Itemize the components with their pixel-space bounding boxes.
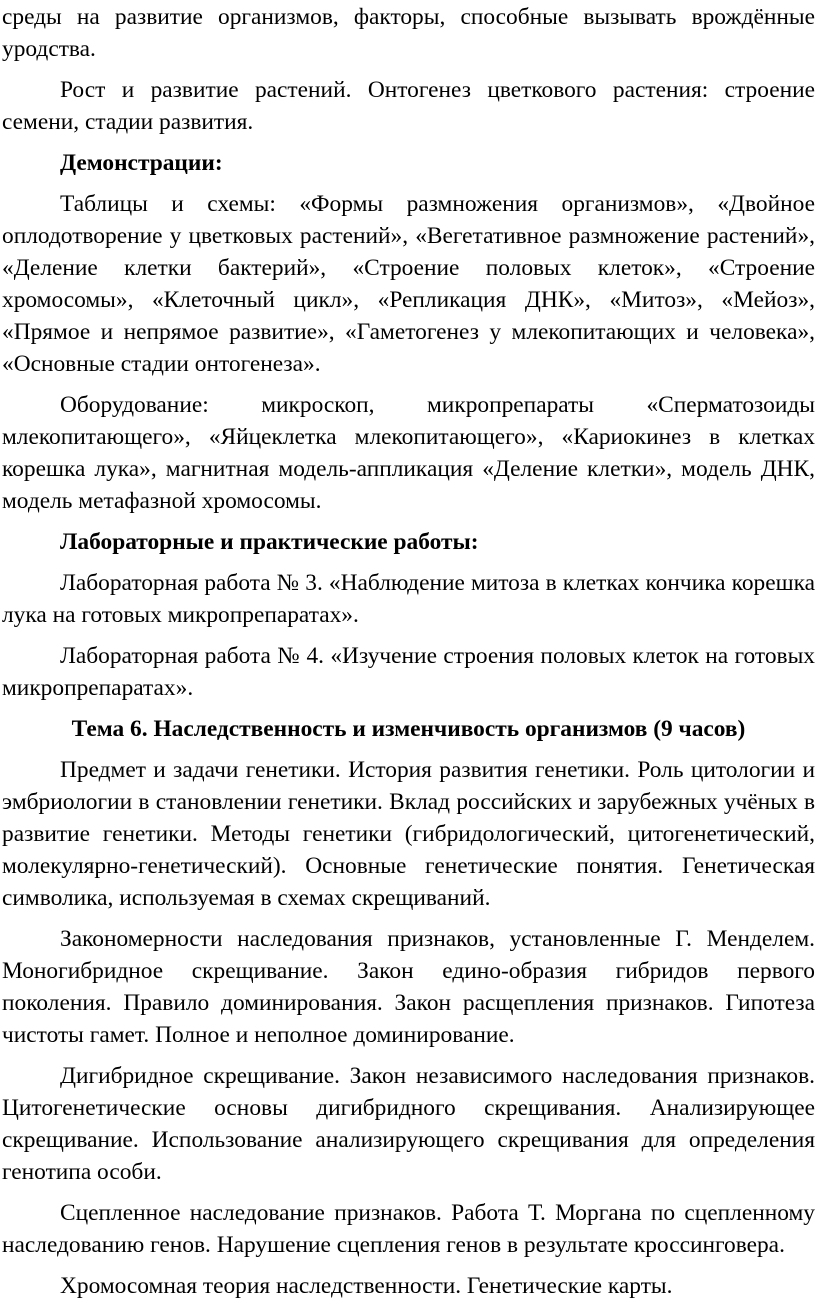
paragraph-dihybrid-cross: Дигибридное скрещивание. Закон независимого наследования признаков. Цитогенетические основы дигибридного скрещивания. Анализирующее скрещивание. Использование анализирующего скрещивания для определения генотипа особи. bbox=[2, 1063, 815, 1185]
heading-lab-works: Лабораторные и практические работы: bbox=[60, 529, 479, 555]
paragraph-linked-inheritance: Сцепленное наследование признаков. Работа Т. Моргана по сцепленному наследованию генов. Нарушение сцепления генов в результате кроссинговера. bbox=[2, 1200, 815, 1258]
paragraph-continuation: среды на развитие организмов, факторы, способные вызывать врождённые уродства. bbox=[2, 4, 815, 62]
heading-demonstrations: Демонстрации: bbox=[60, 150, 223, 176]
paragraph-lab-work-4: Лабораторная работа № 4. «Изучение строения половых клеток на готовых микропрепаратах». bbox=[2, 643, 815, 701]
paragraph-equipment: Оборудование: микроскоп, микропрепараты «Сперматозоиды млекопитающего», «Яйцеклетка млекопитающего», «Кариокинез в клетках корешка лука», магнитная модель-аппликация «Деление клетки», модель ДНК, модель метафазной хромосомы. bbox=[2, 392, 815, 514]
paragraph-lab-work-3: Лабораторная работа № 3. «Наблюдение митоза в клетках кончика корешка лука на готовых микропрепаратах». bbox=[2, 570, 815, 628]
paragraph-chromosome-theory: Хромосомная теория наследственности. Генетические карты. bbox=[60, 1273, 673, 1299]
paragraph-tables-schemes: Таблицы и схемы: «Формы размножения организмов», «Двойное оплодотворение у цветковых растений», «Вегетативное размножение растений», «Деление клетки бактерий», «Строение половых клеток», «Строение хромосомы», «Клеточный цикл», «Репликация ДНК», «Митоз», «Мейоз», «Прямое и непрямое развитие», «Гаметогенез у млекопитающих и человека», «Основные стадии онтогенеза». bbox=[2, 191, 815, 377]
heading-topic-6: Тема 6. Наследственность и изменчивость организмов (9 часов) bbox=[71, 716, 746, 742]
paragraph-mendel-laws: Закономерности наследования признаков, установленные Г. Менделем. Моногибридное скрещивание. Закон едино-образия гибридов первого поколения. Правило доминирования. Закон расщепления признаков. Гипотеза чистоты гамет. Полное и неполное доминирование. bbox=[2, 926, 815, 1048]
paragraph-plant-growth: Рост и развитие растений. Онтогенез цветкового растения: строение семени, стадии развития. bbox=[2, 77, 815, 135]
paragraph-genetics-intro: Предмет и задачи генетики. История развития генетики. Роль цитологии и эмбриологии в становлении генетики. Вклад российских и зарубежных учёных в развитие генетики. Методы генетики (гибридологический, цитогенетический, молекулярно-генетический). Основные генетические понятия. Генетическая символика, используемая в схемах скрещиваний. bbox=[2, 757, 815, 911]
